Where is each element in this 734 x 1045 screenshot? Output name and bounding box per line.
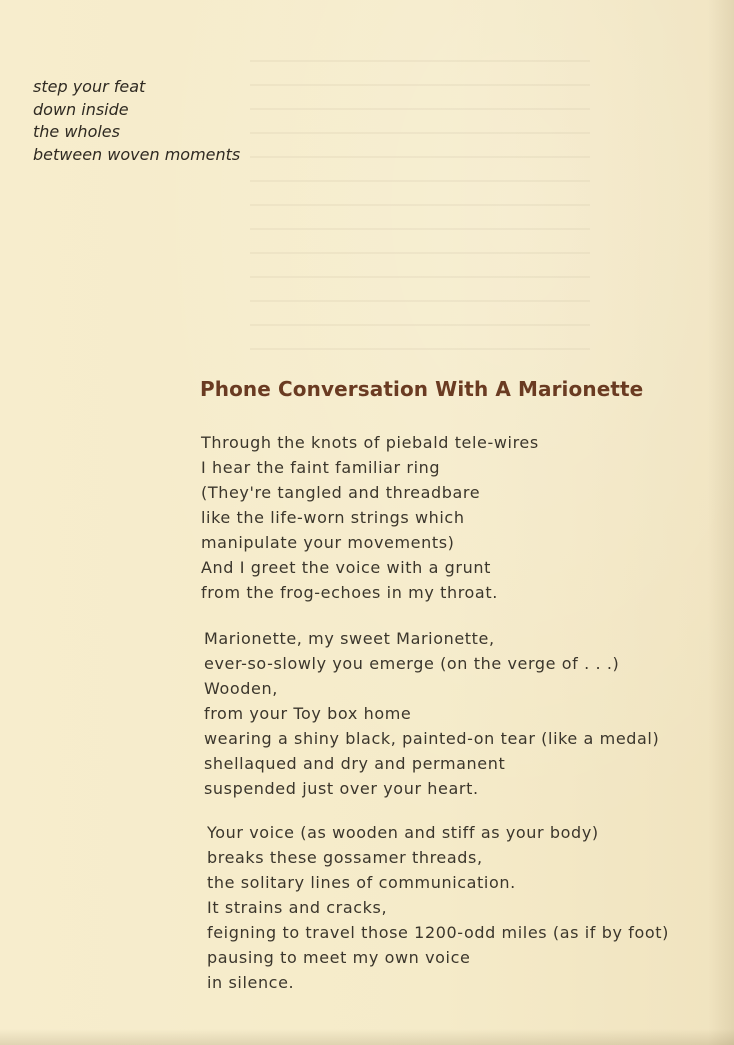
poem-line: in silence.	[207, 973, 295, 992]
poem-line: Through the knots of piebald tele-wires	[201, 433, 539, 452]
poem-line: suspended just over your heart.	[204, 779, 479, 798]
epigraph-line: between woven moments	[33, 144, 241, 164]
epigraph	[33, 76, 240, 166]
poem-title: Phone Conversation With A Marionette	[200, 377, 644, 401]
poem-line: wearing a shiny black, painted-on tear (like a medal)	[204, 729, 660, 748]
epigraph-line: step your feat	[33, 77, 146, 96]
poem-line: breaks these gossamer threads,	[207, 848, 483, 867]
poem-line: pausing to meet my own voice	[207, 948, 471, 967]
poem-line: ever-so-slowly you emerge (on the verge of . . .)	[204, 654, 620, 673]
poem-line: (They're tangled and threadbare	[201, 483, 481, 502]
poem-line: the solitary lines of communication.	[207, 873, 516, 892]
poem-line: manipulate your movements)	[201, 533, 455, 552]
epigraph-line: down inside	[33, 99, 129, 119]
poem-line: I hear the faint familiar ring	[201, 458, 441, 477]
stanza-2	[204, 626, 659, 801]
poem-line: feigning to travel those 1200-odd miles (as if by foot)	[207, 923, 669, 942]
poem-line: Marionette, my sweet Marionette,	[204, 629, 495, 648]
epigraph-line: the wholes	[33, 122, 120, 141]
bleed-through-texture	[250, 60, 590, 360]
page-edge-shadow	[708, 0, 734, 1045]
poem-line: from the frog-echoes in my throat.	[201, 583, 498, 602]
poem-line: from your Toy box home	[204, 704, 412, 723]
poem-line: And I greet the voice with a grunt	[201, 558, 491, 577]
poem-line: like the life-worn strings which	[201, 508, 465, 527]
stanza-1	[201, 430, 539, 605]
poem-line: Your voice (as wooden and stiff as your body)	[207, 823, 599, 842]
poem-line: Wooden,	[204, 679, 278, 698]
poem-line: It strains and cracks,	[207, 898, 388, 917]
stanza-3	[207, 820, 669, 995]
page-bottom-shadow	[0, 1029, 734, 1045]
poem-line: shellaqued and dry and permanent	[204, 754, 506, 773]
